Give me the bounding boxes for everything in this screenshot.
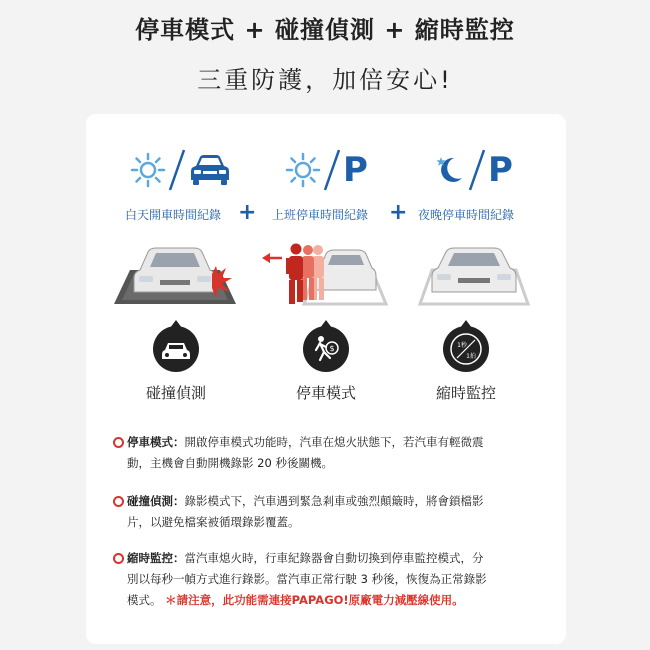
thief-running-icon [300,320,352,372]
bullet-icon [113,496,124,507]
description-title: 縮時監控： [127,551,185,565]
timelapse-clock-icon [440,320,492,372]
bullet-icon [113,437,124,448]
mode-icons-daytime-driving [130,145,232,195]
mode-label-work: 上班停車時間紀錄 [272,208,369,222]
description-line: 錄影模式下，汽車遇到緊急剎車或強烈顛簸時，將會鎖檔影 [184,494,484,508]
mode-icons-night-parking [432,145,513,195]
page-subtitle: 三重防護，加倍安心! [197,66,453,94]
parking-icon: P [343,150,368,190]
feature-label-parking: 停車模式 [295,384,356,402]
slash-divider-icon [466,148,488,192]
description-line: 別以每秒一幀方式進行錄影。當汽車正常行駛 3 秒後，恢復為正常錄影 [127,572,487,586]
moon-star-icon [432,152,466,188]
page-title: 停車模式 + 碰撞偵測 + 縮時監控 [135,16,515,44]
feature-label-timelapse: 縮時監控 [435,384,496,402]
description-line: 當汽車熄火時，行車紀錄器會自動切換到停車監控模式，分 [184,551,484,565]
collision-scene-image [112,240,237,306]
description-timelapse [113,548,543,611]
mode-labels [0,200,650,226]
parking-thief-scene-image [262,240,392,310]
parked-car-scene-image [418,240,530,306]
description-title: 碰撞偵測： [127,494,185,508]
description-parking-mode [113,432,543,474]
plus-icon: + [389,200,408,225]
sun-icon [130,152,166,188]
plus-icon: + [238,200,257,225]
description-line: 模式。 [127,593,162,607]
car-front-icon [188,152,232,188]
mode-label-night: 夜晚停車時間紀錄 [418,208,515,222]
mode-label-daytime: 白天開車時間紀錄 [125,208,222,222]
sun-icon [285,152,321,188]
mode-icons-work-parking [285,145,368,195]
parking-icon: P [488,150,513,190]
timelapse-top-text: 1秒 [457,342,467,349]
feature-label-collision: 碰撞偵測 [145,384,206,402]
description-line: 片，以避免檔案被循環錄影覆蓋。 [127,515,300,529]
car-collision-icon [150,320,202,372]
description-collision-detection [113,491,543,533]
svg-text:$: $ [329,344,335,353]
power-cable-note: ＊請注意，此功能需連接PAPAGO!原廠電力減壓線使用。 [165,593,464,607]
description-line: 動，主機會自動開機錄影 20 秒後關機。 [127,456,333,470]
slash-divider-icon [166,148,188,192]
description-line: 開啟停車模式功能時，汽車在熄火狀態下，若汽車有輕微震 [184,435,484,449]
description-title: 停車模式： [127,435,185,449]
slash-divider-icon [321,148,343,192]
bullet-icon [113,553,124,564]
timelapse-bottom-text: 1拍 [466,353,476,360]
